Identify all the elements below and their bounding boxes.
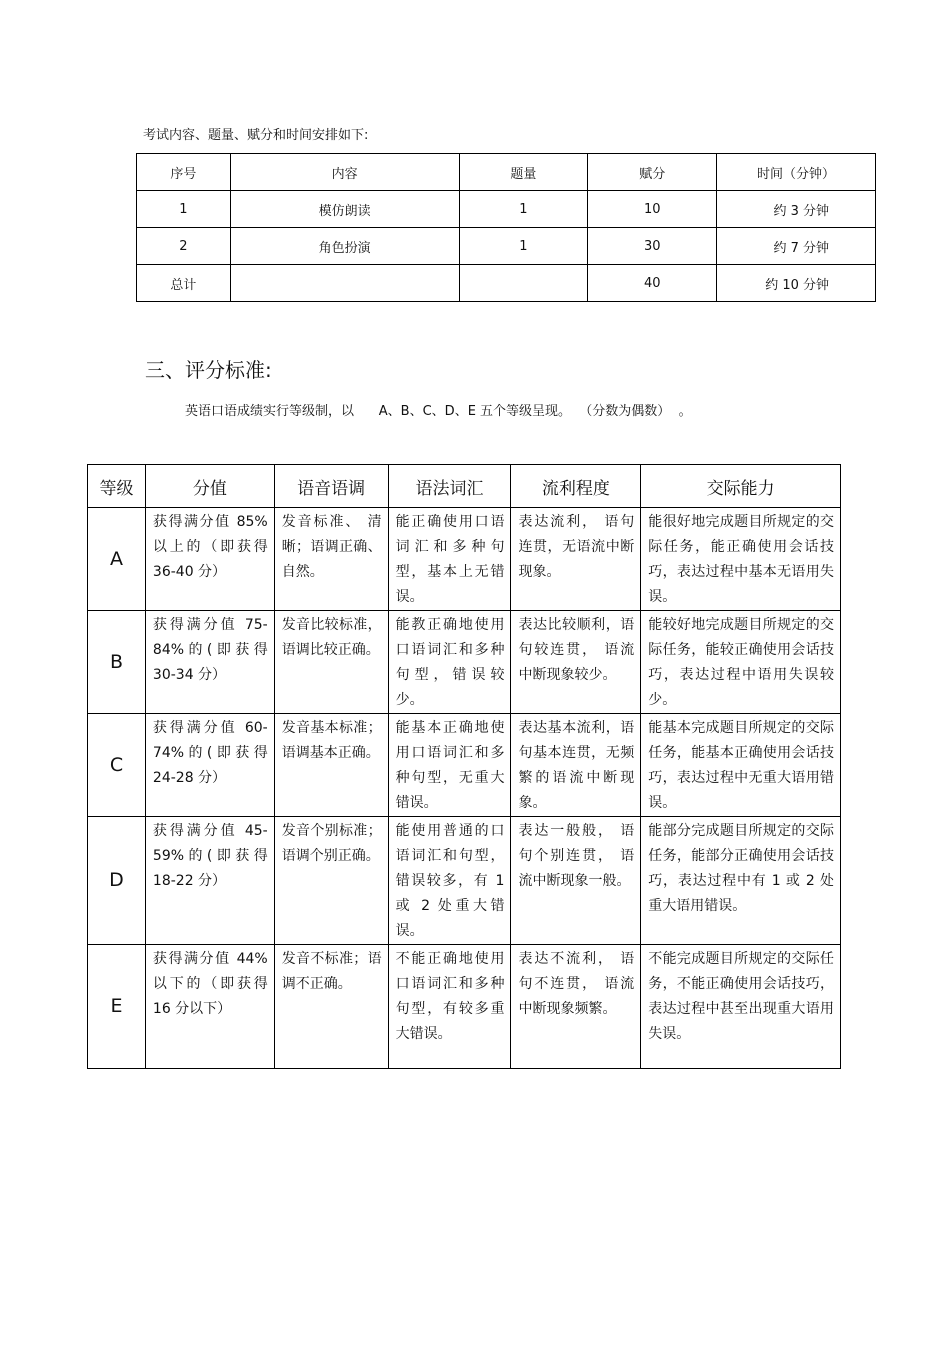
- table-cell: 能教正确地使用口语词汇和多种句型，错误较少。: [388, 611, 511, 714]
- header-cell: 语法词汇: [388, 465, 511, 508]
- header-cell: 内容: [230, 154, 459, 191]
- table-cell: 约 7 分钟: [717, 228, 876, 265]
- grade-cell: E: [88, 945, 146, 1069]
- grading-note: 英语口语成绩实行等级制，以 A、B、C、D、E 五个等级呈现。 （分数为偶数） 。: [185, 404, 692, 419]
- table-row: [137, 191, 876, 228]
- table-cell: 模仿朗读: [230, 191, 459, 228]
- table-cell: 能部分完成题目所规定的交际任务，能部分正确使用会话技巧，表达过程中有 1 或 2 处重大语用错误。: [641, 817, 841, 945]
- header-cell: 序号: [137, 154, 231, 191]
- table-cell: 不能完成题目所规定的交际任务，不能正确使用会话技巧，表达过程中甚至出现重大语用失误。: [641, 945, 841, 1069]
- table-cell: 发音个别标准；语调个别正确。: [274, 817, 388, 945]
- table-cell: 约 10 分钟: [717, 265, 876, 302]
- grade-cell: A: [88, 508, 146, 611]
- header-cell: 语音语调: [274, 465, 388, 508]
- table-cell: 获得满分值 44%以下的（即获得 16 分以下）: [145, 945, 274, 1069]
- table-cell: 能很好地完成题目所规定的交际任务，能正确使用会话技巧，表达过程中基本无语用失误。: [641, 508, 841, 611]
- table-cell: 1: [137, 191, 231, 228]
- grade-cell: C: [88, 714, 146, 817]
- header-cell: 时间（分钟）: [717, 154, 876, 191]
- exam-schedule-table: [136, 153, 876, 302]
- table-cell: 发音基本标准；语调基本正确。: [274, 714, 388, 817]
- table-cell: 获得满分值 45-59%的(即获得 18-22 分）: [145, 817, 274, 945]
- table-cell: 角色扮演: [230, 228, 459, 265]
- table-cell: 获得满分值 75-84%的(即获得 30-34 分）: [145, 611, 274, 714]
- table-row: [88, 508, 841, 611]
- table-cell: 表达流利， 语句连贯，无语流中断现象。: [511, 508, 641, 611]
- grade-cell: B: [88, 611, 146, 714]
- header-cell: 等级: [88, 465, 146, 508]
- table-cell: 能基本正确地使用口语词汇和多种句型，无重大错误。: [388, 714, 511, 817]
- table-cell: 总计: [137, 265, 231, 302]
- table-cell: [230, 265, 459, 302]
- table-cell: [459, 265, 588, 302]
- table-cell: 能较好地完成题目所规定的交际任务，能较正确使用会话技巧，表达过程中语用失误较少。: [641, 611, 841, 714]
- table-row: [88, 817, 841, 945]
- table-cell: 约 3 分钟: [717, 191, 876, 228]
- table-row: [88, 714, 841, 817]
- grade-cell: D: [88, 817, 146, 945]
- header-cell: 赋分: [588, 154, 717, 191]
- table-cell: 40: [588, 265, 717, 302]
- section-title: 三、评分标准:: [145, 358, 272, 382]
- table-header-row: [88, 465, 841, 508]
- table-cell: 表达基本流利，语句基本连贯，无频繁的语流中断现象。: [511, 714, 641, 817]
- table-row: [137, 228, 876, 265]
- table-cell: 发音比较标准，语调比较正确。: [274, 611, 388, 714]
- table-cell: 表达不流利， 语句不连贯， 语流中断现象频繁。: [511, 945, 641, 1069]
- table-cell: 1: [459, 228, 588, 265]
- table-cell: 表达一般般， 语句个别连贯， 语流中断现象一般。: [511, 817, 641, 945]
- table-cell: 获得满分值 85%以上的（即获得 36-40 分）: [145, 508, 274, 611]
- table-cell: 能使用普通的口语词汇和句型，错误较多，有 1 或 2 处重大错误。: [388, 817, 511, 945]
- grading-criteria-table: [87, 464, 841, 1069]
- table-row: [88, 945, 841, 1069]
- table-cell: 不能正确地使用口语词汇和多种句型，有较多重大错误。: [388, 945, 511, 1069]
- table-cell: 发音不标准；语调不正确。: [274, 945, 388, 1069]
- table-cell: 能正确使用口语词汇和多种句型，基本上无错误。: [388, 508, 511, 611]
- header-cell: 流利程度: [511, 465, 641, 508]
- table-cell: 10: [588, 191, 717, 228]
- table-cell: 能基本完成题目所规定的交际任务，能基本正确使用会话技巧，表达过程中无重大语用错误。: [641, 714, 841, 817]
- table-cell: 2: [137, 228, 231, 265]
- header-cell: 题量: [459, 154, 588, 191]
- table-cell: 30: [588, 228, 717, 265]
- table-cell: 1: [459, 191, 588, 228]
- table-cell: 表达比较顺利，语句较连贯， 语流中断现象较少。: [511, 611, 641, 714]
- table-cell: 获得满分值 60-74%的(即获得 24-28 分）: [145, 714, 274, 817]
- header-cell: 交际能力: [641, 465, 841, 508]
- table-row: [137, 265, 876, 302]
- intro-text: 考试内容、题量、赋分和时间安排如下:: [143, 128, 369, 143]
- header-cell: 分值: [145, 465, 274, 508]
- table-cell: 发音标准、 清晰；语调正确、自然。: [274, 508, 388, 611]
- table-header-row: [137, 154, 876, 191]
- table-row: [88, 611, 841, 714]
